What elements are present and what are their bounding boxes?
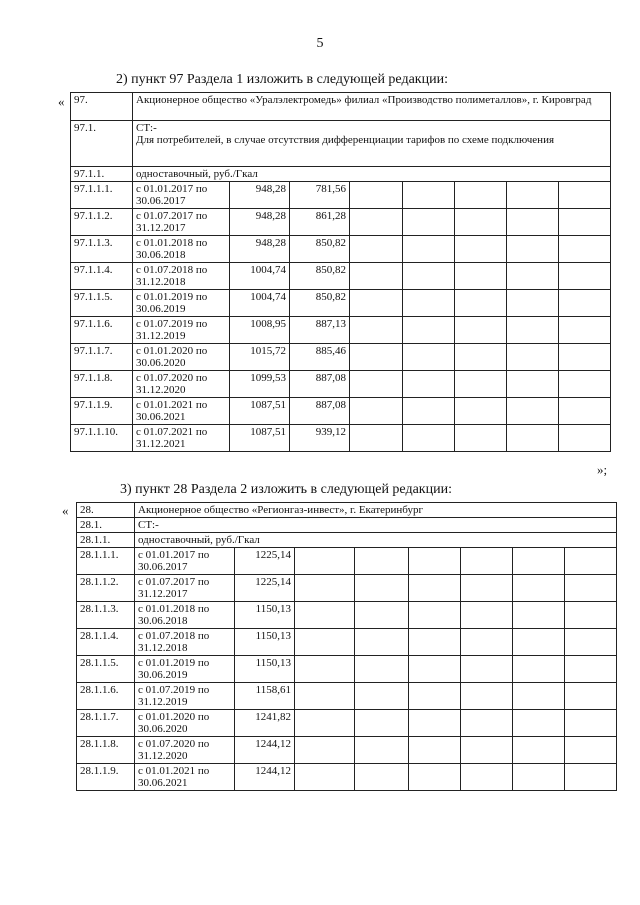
tariff-system: СТ:-	[135, 518, 617, 533]
row-code: 97.1.1.4.	[71, 263, 133, 290]
period: с 01.01.2017 по 30.06.2017	[133, 182, 230, 209]
tariff-value-1: 1087,51	[230, 398, 290, 425]
empty-cell	[559, 263, 611, 290]
empty-cell	[409, 629, 461, 656]
empty-cell	[409, 548, 461, 575]
table-row	[77, 575, 617, 602]
row-code: 28.1.1.1.	[77, 548, 135, 575]
empty-cell	[513, 575, 565, 602]
row-code: 97.1.1.3.	[71, 236, 133, 263]
empty-cell	[403, 344, 455, 371]
section1-close-quote: »;	[597, 462, 608, 477]
empty-cell	[565, 710, 617, 737]
empty-cell	[355, 656, 409, 683]
empty-cell	[507, 263, 559, 290]
empty-cell	[295, 683, 355, 710]
empty-cell	[403, 425, 455, 452]
section2-heading: 3) пункт 28 Раздела 2 изложить в следующей редакции:	[120, 482, 452, 497]
tariff-value-2: 939,12	[290, 425, 350, 452]
table-row	[71, 209, 611, 236]
empty-cell	[355, 764, 409, 791]
period: с 01.07.2020 по 31.12.2020	[135, 737, 235, 764]
empty-cell	[461, 683, 513, 710]
table-row	[77, 764, 617, 791]
section2-table	[76, 502, 617, 791]
row-code: 97.1.1.7.	[71, 344, 133, 371]
empty-cell	[350, 398, 403, 425]
empty-cell	[355, 737, 409, 764]
empty-cell	[295, 710, 355, 737]
table-row	[71, 93, 611, 121]
row-code: 97.1.1.10.	[71, 425, 133, 452]
empty-cell	[513, 683, 565, 710]
empty-cell	[455, 398, 507, 425]
empty-cell	[565, 548, 617, 575]
empty-cell	[507, 290, 559, 317]
row-code: 28.1.1.8.	[77, 737, 135, 764]
empty-cell	[565, 683, 617, 710]
empty-cell	[403, 263, 455, 290]
table-row	[71, 317, 611, 344]
empty-cell	[295, 737, 355, 764]
empty-cell	[350, 263, 403, 290]
empty-cell	[350, 425, 403, 452]
empty-cell	[350, 344, 403, 371]
empty-cell	[295, 548, 355, 575]
empty-cell	[565, 575, 617, 602]
period: с 01.07.2018 по 31.12.2018	[133, 263, 230, 290]
empty-cell	[565, 737, 617, 764]
empty-cell	[559, 290, 611, 317]
tariff-value-2: 850,82	[290, 236, 350, 263]
period: с 01.01.2018 по 30.06.2018	[133, 236, 230, 263]
empty-cell	[409, 764, 461, 791]
period: с 01.07.2018 по 31.12.2018	[135, 629, 235, 656]
empty-cell	[559, 425, 611, 452]
period: с 01.07.2019 по 31.12.2019	[133, 317, 230, 344]
empty-cell	[461, 764, 513, 791]
empty-cell	[350, 371, 403, 398]
empty-cell	[295, 575, 355, 602]
tariff-value-1: 948,28	[230, 236, 290, 263]
period: с 01.07.2017 по 31.12.2017	[133, 209, 230, 236]
empty-cell	[455, 263, 507, 290]
empty-cell	[455, 236, 507, 263]
section1-table	[70, 92, 611, 452]
empty-cell	[507, 209, 559, 236]
empty-cell	[513, 710, 565, 737]
empty-cell	[559, 371, 611, 398]
section1-open-quote: «	[58, 94, 65, 109]
row-code: 28.1.1.2.	[77, 575, 135, 602]
row-code: 28.1.1.7.	[77, 710, 135, 737]
rate-type: одноставочный, руб./Гкал	[135, 533, 617, 548]
table-row	[77, 737, 617, 764]
tariff-value-1: 1015,72	[230, 344, 290, 371]
period: с 01.07.2019 по 31.12.2019	[135, 683, 235, 710]
empty-cell	[409, 710, 461, 737]
empty-cell	[403, 209, 455, 236]
row-code: 28.1.1.9.	[77, 764, 135, 791]
row-code: 28.1.1.5.	[77, 656, 135, 683]
empty-cell	[455, 425, 507, 452]
empty-cell	[403, 236, 455, 263]
empty-cell	[461, 737, 513, 764]
tariff-system: СТ:-	[136, 122, 157, 134]
empty-cell	[295, 764, 355, 791]
empty-cell	[350, 317, 403, 344]
row-code: 97.1.1.6.	[71, 317, 133, 344]
row-code: 97.1.1.8.	[71, 371, 133, 398]
tariff-value-2: 850,82	[290, 263, 350, 290]
empty-cell	[559, 317, 611, 344]
empty-cell	[455, 371, 507, 398]
table-row	[77, 548, 617, 575]
table-row	[77, 710, 617, 737]
tariff-value-2: 887,08	[290, 371, 350, 398]
empty-cell	[295, 602, 355, 629]
rate-type: одноставочный, руб./Гкал	[133, 167, 611, 182]
tariff-value-2: 887,08	[290, 398, 350, 425]
empty-cell	[409, 656, 461, 683]
table-row	[77, 656, 617, 683]
empty-cell	[355, 629, 409, 656]
table-row	[71, 344, 611, 371]
table-row	[77, 518, 617, 533]
empty-cell	[513, 548, 565, 575]
empty-cell	[507, 317, 559, 344]
empty-cell	[455, 344, 507, 371]
row-code: 97.1.	[71, 121, 133, 167]
empty-cell	[507, 398, 559, 425]
row-code: 28.	[77, 503, 135, 518]
empty-cell	[355, 575, 409, 602]
row-code: 97.1.1.	[71, 167, 133, 182]
period: с 01.01.2021 по 30.06.2021	[135, 764, 235, 791]
empty-cell	[403, 371, 455, 398]
empty-cell	[455, 209, 507, 236]
tariff-note: Для потребителей, в случае отсутствия дифференциации тарифов по схеме подключения	[136, 134, 555, 146]
period: с 01.07.2017 по 31.12.2017	[135, 575, 235, 602]
table-row	[71, 371, 611, 398]
empty-cell	[403, 398, 455, 425]
period: с 01.01.2021 по 30.06.2021	[133, 398, 230, 425]
tariff-value-1: 1099,53	[230, 371, 290, 398]
table-row	[71, 398, 611, 425]
empty-cell	[455, 182, 507, 209]
row-code: 97.1.1.1.	[71, 182, 133, 209]
section1-heading: 2) пункт 97 Раздела 1 изложить в следующей редакции:	[116, 72, 448, 87]
empty-cell	[355, 710, 409, 737]
period: с 01.01.2019 по 30.06.2019	[133, 290, 230, 317]
organization-name: Акционерное общество «Регионгаз-инвест», г. Екатеринбург	[135, 503, 617, 518]
tariff-value-1: 1004,74	[230, 290, 290, 317]
empty-cell	[455, 290, 507, 317]
row-code: 28.1.1.3.	[77, 602, 135, 629]
empty-cell	[461, 548, 513, 575]
empty-cell	[350, 182, 403, 209]
row-code: 28.1.	[77, 518, 135, 533]
empty-cell	[513, 737, 565, 764]
empty-cell	[461, 629, 513, 656]
empty-cell	[507, 425, 559, 452]
tariff-value-1: 1158,61	[235, 683, 295, 710]
empty-cell	[513, 629, 565, 656]
table-row	[77, 533, 617, 548]
empty-cell	[350, 290, 403, 317]
empty-cell	[461, 602, 513, 629]
tariff-value-2: 781,56	[290, 182, 350, 209]
tariff-value-1: 1244,12	[235, 764, 295, 791]
empty-cell	[350, 209, 403, 236]
tariff-value-1: 1150,13	[235, 602, 295, 629]
period: с 01.07.2020 по 31.12.2020	[133, 371, 230, 398]
table-row	[71, 290, 611, 317]
empty-cell	[507, 371, 559, 398]
empty-cell	[409, 602, 461, 629]
empty-cell	[559, 344, 611, 371]
empty-cell	[559, 182, 611, 209]
table-row	[77, 503, 617, 518]
row-code: 97.	[71, 93, 133, 121]
empty-cell	[403, 317, 455, 344]
empty-cell	[403, 290, 455, 317]
table-row	[77, 629, 617, 656]
empty-cell	[355, 602, 409, 629]
tariff-value-2: 861,28	[290, 209, 350, 236]
empty-cell	[355, 683, 409, 710]
empty-cell	[409, 575, 461, 602]
empty-cell	[513, 602, 565, 629]
period: с 01.01.2017 по 30.06.2017	[135, 548, 235, 575]
tariff-value-1: 1004,74	[230, 263, 290, 290]
row-code: 97.1.1.5.	[71, 290, 133, 317]
empty-cell	[559, 236, 611, 263]
tariff-value-2: 887,13	[290, 317, 350, 344]
table-row	[71, 263, 611, 290]
table-row	[71, 236, 611, 263]
period: с 01.01.2018 по 30.06.2018	[135, 602, 235, 629]
page-number: 5	[316, 36, 324, 51]
row-code: 28.1.1.4.	[77, 629, 135, 656]
period: с 01.07.2021 по 31.12.2021	[133, 425, 230, 452]
tariff-value-1: 1225,14	[235, 548, 295, 575]
empty-cell	[295, 656, 355, 683]
row-code: 97.1.1.2.	[71, 209, 133, 236]
period: с 01.01.2019 по 30.06.2019	[135, 656, 235, 683]
empty-cell	[461, 656, 513, 683]
table-row	[71, 425, 611, 452]
row-code: 28.1.1.6.	[77, 683, 135, 710]
row-code: 28.1.1.	[77, 533, 135, 548]
tariff-value-1: 1150,13	[235, 656, 295, 683]
empty-cell	[461, 575, 513, 602]
table-row	[71, 121, 611, 167]
empty-cell	[409, 683, 461, 710]
organization-name: Акционерное общество «Уралэлектромедь» филиал «Производство полиметаллов», г. Кировград	[133, 93, 611, 121]
empty-cell	[559, 398, 611, 425]
empty-cell	[559, 209, 611, 236]
empty-cell	[350, 236, 403, 263]
empty-cell	[455, 317, 507, 344]
row-code: 97.1.1.9.	[71, 398, 133, 425]
empty-cell	[507, 182, 559, 209]
period: с 01.01.2020 по 30.06.2020	[135, 710, 235, 737]
table-row	[71, 167, 611, 182]
empty-cell	[403, 182, 455, 209]
section2-open-quote: «	[62, 503, 69, 518]
table-row	[71, 182, 611, 209]
empty-cell	[565, 602, 617, 629]
empty-cell	[565, 629, 617, 656]
tariff-system-cell	[133, 121, 611, 167]
table-row	[77, 683, 617, 710]
empty-cell	[507, 236, 559, 263]
tariff-value-1: 1087,51	[230, 425, 290, 452]
empty-cell	[565, 764, 617, 791]
tariff-value-2: 885,46	[290, 344, 350, 371]
empty-cell	[409, 737, 461, 764]
empty-cell	[507, 344, 559, 371]
empty-cell	[355, 548, 409, 575]
empty-cell	[513, 656, 565, 683]
tariff-value-1: 948,28	[230, 209, 290, 236]
empty-cell	[461, 710, 513, 737]
tariff-value-1: 948,28	[230, 182, 290, 209]
empty-cell	[513, 764, 565, 791]
tariff-value-1: 1241,82	[235, 710, 295, 737]
tariff-value-2: 850,82	[290, 290, 350, 317]
tariff-value-1: 1008,95	[230, 317, 290, 344]
table-row	[77, 602, 617, 629]
empty-cell	[565, 656, 617, 683]
period: с 01.01.2020 по 30.06.2020	[133, 344, 230, 371]
tariff-value-1: 1225,14	[235, 575, 295, 602]
empty-cell	[295, 629, 355, 656]
tariff-value-1: 1150,13	[235, 629, 295, 656]
tariff-value-1: 1244,12	[235, 737, 295, 764]
